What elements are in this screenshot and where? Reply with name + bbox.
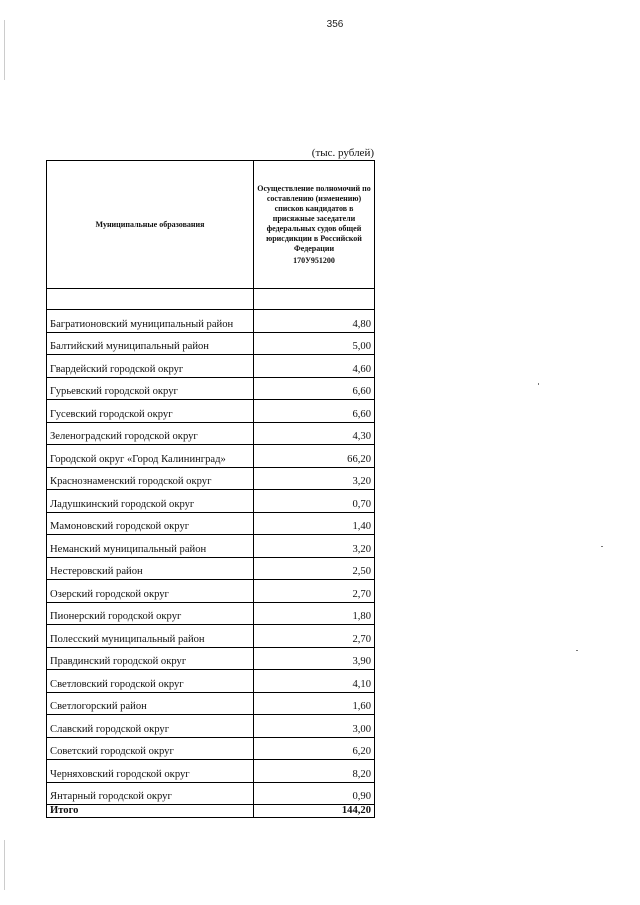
municipality-name: Зеленоградский городской округ: [47, 422, 254, 445]
table-row: [47, 310, 375, 333]
municipality-name: Черняховский городской округ: [47, 760, 254, 783]
municipality-name: Светловский городской округ: [47, 670, 254, 693]
municipality-name: Нестеровский район: [47, 557, 254, 580]
scan-speck: [576, 650, 578, 651]
municipality-name: Полесский муниципальный район: [47, 625, 254, 648]
total-label: Итого: [47, 805, 254, 818]
amount-value: 66,20: [254, 445, 375, 468]
amount-value: 4,80: [254, 310, 375, 333]
amount-value: 3,90: [254, 647, 375, 670]
table-row: [47, 377, 375, 400]
table-row: [47, 760, 375, 783]
municipality-name: Правдинский городской округ: [47, 647, 254, 670]
table-row: [47, 332, 375, 355]
table-row: [47, 400, 375, 423]
amount-value: 3,00: [254, 715, 375, 738]
municipality-name: Городской округ «Город Калининград»: [47, 445, 254, 468]
table-row: [47, 625, 375, 648]
total-value: 144,20: [254, 805, 375, 818]
table-row: [47, 580, 375, 603]
table-row: [47, 670, 375, 693]
municipality-name: Пионерский городской округ: [47, 602, 254, 625]
amount-value: 1,80: [254, 602, 375, 625]
amount-value: 6,20: [254, 737, 375, 760]
amount-value: 1,40: [254, 512, 375, 535]
page-number: 356: [326, 19, 344, 30]
scan-edge-mark: [4, 840, 5, 890]
municipality-name: Краснознаменский городской округ: [47, 467, 254, 490]
table-row: [47, 535, 375, 558]
municipality-name: Славский городской округ: [47, 715, 254, 738]
municipality-name: Янтарный городской округ: [47, 782, 254, 805]
table-row: [47, 737, 375, 760]
municipality-name: Озерский городской округ: [47, 580, 254, 603]
municipality-name: Советский городской округ: [47, 737, 254, 760]
municipality-name: Гусевский городской округ: [47, 400, 254, 423]
table-header: [47, 161, 375, 289]
amount-value: 2,50: [254, 557, 375, 580]
budget-table: [46, 160, 375, 818]
table-row: [47, 445, 375, 468]
header-municipalities: Муниципальные образования: [47, 161, 254, 289]
amount-value: 5,00: [254, 332, 375, 355]
scan-speck: [601, 546, 603, 547]
table-row: [47, 467, 375, 490]
municipality-name: Мамоновский городской округ: [47, 512, 254, 535]
municipality-name: Балтийский муниципальный район: [47, 332, 254, 355]
table-row: [47, 647, 375, 670]
table-row: [47, 512, 375, 535]
municipality-name: Гурьевский городской округ: [47, 377, 254, 400]
total-row: [47, 805, 375, 818]
header-authority-text: Осуществление полномочий по составлению (изменению) списков кандидатов в присяжные заседатели федеральных судов общей юрисдикции в Российской Федерации: [257, 183, 371, 253]
municipality-name: Ладушкинский городской округ: [47, 490, 254, 513]
spacer-row: [47, 289, 375, 310]
table-row: [47, 490, 375, 513]
table-row: [47, 557, 375, 580]
amount-value: 3,20: [254, 467, 375, 490]
municipality-name: Светлогорский район: [47, 692, 254, 715]
table-row: [47, 692, 375, 715]
table-row: [47, 715, 375, 738]
municipality-name: Гвардейский городской округ: [47, 355, 254, 378]
amount-value: 2,70: [254, 580, 375, 603]
scan-speck: [538, 383, 539, 385]
header-code: 170У951200: [293, 255, 335, 265]
amount-value: 4,60: [254, 355, 375, 378]
units-label: (тыс. рублей): [311, 147, 374, 159]
amount-value: 4,30: [254, 422, 375, 445]
table-row: [47, 422, 375, 445]
amount-value: 4,10: [254, 670, 375, 693]
amount-value: 0,90: [254, 782, 375, 805]
table-row: [47, 602, 375, 625]
scan-edge-mark: [4, 20, 5, 80]
amount-value: 6,60: [254, 400, 375, 423]
amount-value: 0,70: [254, 490, 375, 513]
municipality-name: Багратионовский муниципальный район: [47, 310, 254, 333]
municipality-name: Неманский муниципальный район: [47, 535, 254, 558]
amount-value: 2,70: [254, 625, 375, 648]
table-row: [47, 355, 375, 378]
amount-value: 8,20: [254, 760, 375, 783]
amount-value: 6,60: [254, 377, 375, 400]
header-authority: [254, 161, 375, 289]
amount-value: 1,60: [254, 692, 375, 715]
table-body: [47, 289, 375, 818]
amount-value: 3,20: [254, 535, 375, 558]
table-row: [47, 782, 375, 805]
